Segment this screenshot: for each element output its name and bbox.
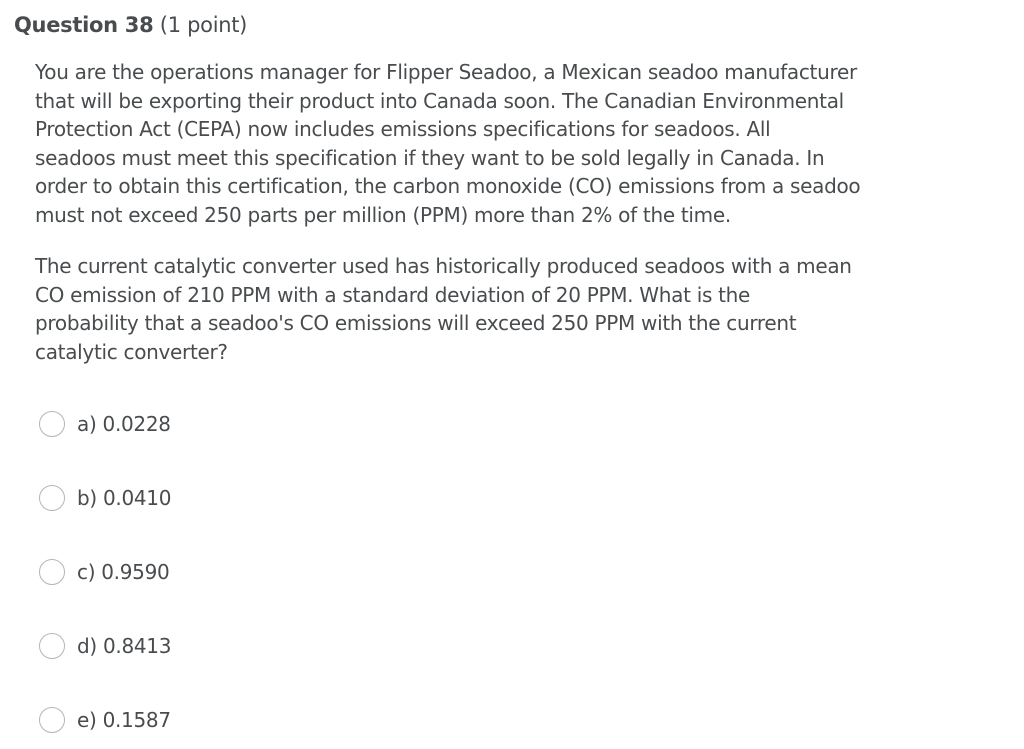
radio-button-d[interactable] [39, 633, 65, 659]
answer-option-c[interactable] [39, 556, 171, 588]
answer-label-b[interactable]: b) 0.0410 [77, 486, 172, 510]
text-line: The current catalytic converter used has historically produced seadoos with a mean [35, 254, 852, 278]
radio-button-b[interactable] [39, 485, 65, 511]
radio-button-c[interactable] [39, 559, 65, 585]
answer-label-d[interactable]: d) 0.8413 [77, 634, 172, 658]
answer-options [39, 408, 171, 736]
question-paragraph-2 [35, 252, 995, 366]
text-line: CO emission of 210 PPM with a standard deviation of 20 PPM. What is the [35, 282, 751, 307]
text-line: must not exceed 250 parts per million (PPM) more than 2% of the time. [35, 202, 731, 227]
text-line: You are the operations manager for Flipper Seadoo, a Mexican seadoo manufacturer [35, 60, 857, 84]
radio-button-a[interactable] [39, 411, 65, 437]
answer-option-e[interactable] [39, 704, 171, 736]
answer-option-b[interactable] [39, 482, 171, 514]
answer-label-e[interactable]: e) 0.1587 [77, 708, 171, 732]
text-line: Protection Act (CEPA) now includes emissions specifications for seadoos. All [35, 117, 771, 141]
text-line: seadoos must meet this specification if they want to be sold legally in Canada. In [35, 145, 825, 170]
text-line: catalytic converter? [35, 339, 228, 364]
question-title: Question 38 [14, 13, 154, 37]
answer-label-a[interactable]: a) 0.0228 [77, 412, 171, 436]
question-points: (1 point) [159, 13, 248, 37]
answer-option-d[interactable] [39, 630, 171, 662]
question-header [14, 11, 247, 39]
radio-button-e[interactable] [39, 707, 65, 733]
answer-label-c[interactable]: c) 0.9590 [77, 560, 170, 584]
text-line: that will be exporting their product into Canada soon. The Canadian Environmental [35, 88, 844, 113]
text-line: order to obtain this certification, the carbon monoxide (CO) emissions from a seadoo [35, 174, 861, 198]
question-text [35, 58, 995, 366]
question-paragraph-1 [35, 58, 995, 229]
text-line: probability that a seadoo's CO emissions will exceed 250 PPM with the current [35, 311, 797, 335]
answer-option-a[interactable] [39, 408, 171, 440]
